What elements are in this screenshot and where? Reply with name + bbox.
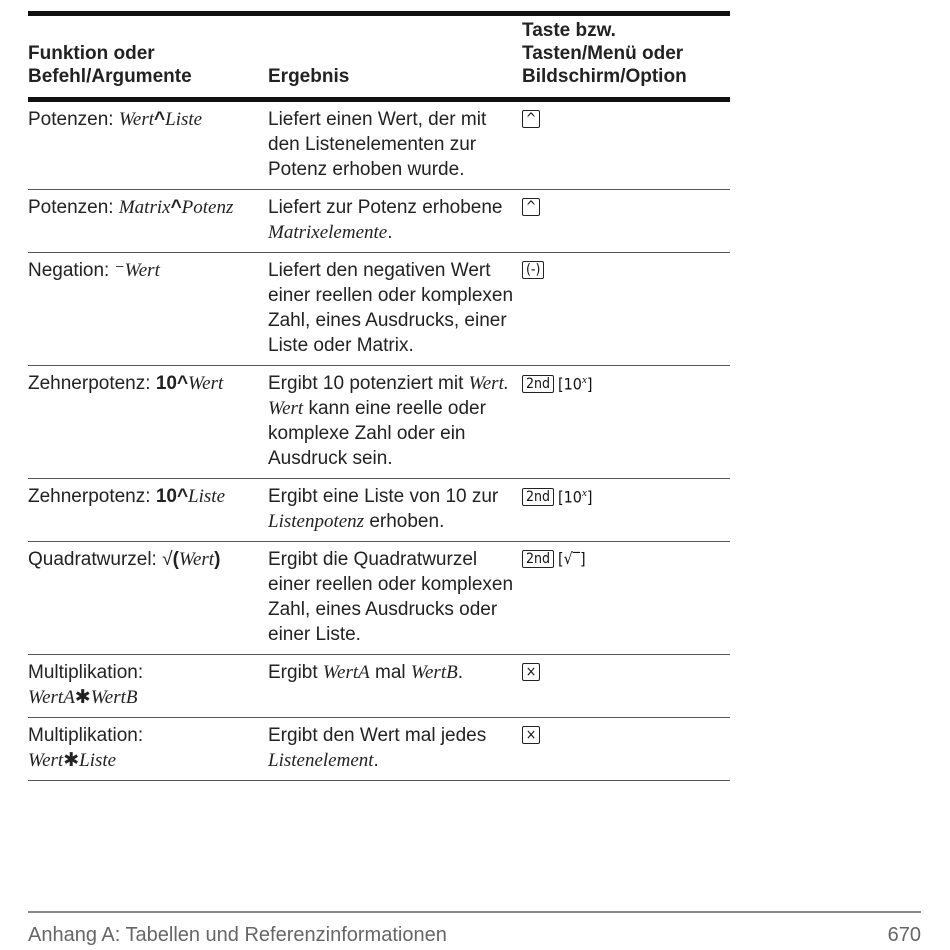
negation-key-icon: (-) bbox=[522, 261, 544, 279]
argument: WertB bbox=[90, 687, 138, 708]
function-cell bbox=[28, 100, 268, 190]
result-text: . bbox=[373, 750, 379, 771]
square-root-key-icon: [√‾] bbox=[558, 549, 586, 568]
result-cell bbox=[268, 253, 522, 366]
table-row bbox=[28, 253, 730, 366]
table-row bbox=[28, 100, 730, 190]
key-cell bbox=[522, 366, 730, 479]
result-cell bbox=[268, 542, 522, 655]
header-keys-line3: Bildschirm/Option bbox=[522, 66, 687, 87]
operator: ^ bbox=[154, 109, 166, 130]
table-row bbox=[28, 479, 730, 542]
result-text: . bbox=[387, 222, 393, 243]
argument: Wert bbox=[178, 549, 215, 570]
function-label: Zehnerpotenz: bbox=[28, 486, 156, 507]
caret-key-icon: ^ bbox=[522, 198, 540, 216]
ten-power-key-icon bbox=[558, 484, 592, 506]
footer-divider bbox=[28, 911, 921, 913]
function-label: Quadratwurzel: bbox=[28, 549, 163, 570]
function-cell bbox=[28, 479, 268, 542]
argument: Matrix bbox=[118, 197, 171, 218]
caret-key-icon: ^ bbox=[522, 110, 540, 128]
ten-power-key-icon bbox=[558, 371, 592, 393]
function-cell bbox=[28, 190, 268, 253]
result-text: Ergibt die Quadratwurzel einer reellen oder komplexen Zahl, eines Ausdrucks oder einer Liste. bbox=[268, 549, 514, 645]
result-text: Ergibt den Wert mal jedes bbox=[268, 725, 487, 746]
key-cell bbox=[522, 655, 730, 718]
header-function bbox=[28, 14, 268, 100]
header-keys-line2: Tasten/Menü oder bbox=[522, 43, 684, 64]
argument: Liste bbox=[165, 109, 203, 130]
table-row bbox=[28, 718, 730, 781]
header-keys bbox=[522, 14, 730, 100]
argument: Liste bbox=[79, 750, 117, 771]
argument: Wert bbox=[118, 109, 155, 130]
key-label: ] bbox=[586, 487, 593, 507]
result-text: Ergibt eine Liste von 10 zur bbox=[268, 486, 499, 507]
root-symbol: √ bbox=[162, 549, 173, 570]
header-function-line2: Befehl/Argumente bbox=[28, 66, 192, 87]
result-text: mal bbox=[369, 662, 411, 683]
function-cell bbox=[28, 718, 268, 781]
header-result-text: Ergebnis bbox=[268, 66, 350, 87]
operator: ✱ bbox=[63, 750, 80, 771]
function-label: Zehnerpotenz: bbox=[28, 373, 156, 394]
function-cell bbox=[28, 366, 268, 479]
result-text: . bbox=[457, 662, 463, 683]
operator: 10^ bbox=[155, 373, 189, 394]
operator: ) bbox=[214, 549, 221, 570]
argument: Wert bbox=[28, 750, 64, 771]
page-number: 670 bbox=[887, 924, 921, 946]
function-cell bbox=[28, 655, 268, 718]
table-header-row bbox=[28, 14, 730, 100]
result-text: Liefert einen Wert, der mit den Listenelementen zur Potenz erhoben wurde. bbox=[268, 109, 487, 180]
key-cell bbox=[522, 100, 730, 190]
key-superscript: x bbox=[581, 374, 587, 386]
key-label: [10 bbox=[558, 487, 582, 507]
operator: ( bbox=[172, 549, 179, 570]
table-row bbox=[28, 190, 730, 253]
key-cell bbox=[522, 718, 730, 781]
operator: 10^ bbox=[155, 486, 189, 507]
result-text: erhoben. bbox=[364, 511, 445, 532]
result-cell bbox=[268, 655, 522, 718]
key-label: ] bbox=[586, 374, 593, 394]
function-label: Potenzen: bbox=[28, 109, 119, 130]
multiply-key-icon: × bbox=[522, 663, 540, 681]
second-key-icon: 2nd bbox=[522, 550, 554, 568]
function-cell bbox=[28, 542, 268, 655]
header-function-line1: Funktion oder bbox=[28, 43, 155, 64]
function-label: Multiplikation: bbox=[28, 725, 144, 746]
footer-title: Anhang A: Tabellen und Referenzinformationen bbox=[28, 924, 447, 946]
result-term: Wert. Wert bbox=[268, 373, 509, 419]
result-cell bbox=[268, 718, 522, 781]
result-term: Listenelement bbox=[268, 750, 374, 771]
operator: ^ bbox=[170, 197, 182, 218]
multiply-key-icon: × bbox=[522, 726, 540, 744]
key-label: [10 bbox=[558, 374, 582, 394]
second-key-icon: 2nd bbox=[522, 488, 554, 506]
key-cell bbox=[522, 542, 730, 655]
operator: ✱ bbox=[74, 687, 91, 708]
result-text: kann eine reelle oder komplexe Zahl oder ein Ausdruck sein. bbox=[268, 398, 486, 469]
function-label: Negation: bbox=[28, 260, 115, 281]
argument: Wert bbox=[188, 373, 224, 394]
argument: Wert bbox=[124, 260, 160, 281]
table-row bbox=[28, 366, 730, 479]
result-cell bbox=[268, 479, 522, 542]
result-text: Liefert den negativen Wert einer reellen oder komplexen Zahl, eines Ausdrucks, einer Liste oder Matrix. bbox=[268, 260, 514, 356]
function-label: Multiplikation: bbox=[28, 662, 144, 683]
header-result bbox=[268, 14, 522, 100]
argument: Liste bbox=[188, 486, 225, 507]
function-cell bbox=[28, 253, 268, 366]
table-row bbox=[28, 542, 730, 655]
key-superscript: x bbox=[581, 487, 587, 499]
result-text: Ergibt 10 potenziert mit bbox=[268, 373, 469, 394]
argument: Potenz bbox=[181, 197, 234, 218]
key-cell bbox=[522, 479, 730, 542]
operator: ⁻ bbox=[114, 260, 125, 281]
result-text: Ergibt bbox=[268, 662, 323, 683]
result-cell bbox=[268, 100, 522, 190]
reference-table bbox=[28, 11, 730, 781]
second-key-icon: 2nd bbox=[522, 375, 554, 393]
result-term: Matrixelemente bbox=[268, 222, 388, 243]
result-term: Listenpotenz bbox=[268, 511, 365, 532]
result-cell bbox=[268, 366, 522, 479]
argument: WertA bbox=[28, 687, 75, 708]
header-keys-line1: Taste bzw. bbox=[522, 20, 616, 41]
table-row bbox=[28, 655, 730, 718]
result-term: WertA bbox=[322, 662, 370, 683]
key-cell bbox=[522, 253, 730, 366]
result-text: Liefert zur Potenz erhobene bbox=[268, 197, 503, 218]
key-cell bbox=[522, 190, 730, 253]
function-label: Potenzen: bbox=[28, 197, 119, 218]
result-cell bbox=[268, 190, 522, 253]
result-term: WertB bbox=[410, 662, 458, 683]
